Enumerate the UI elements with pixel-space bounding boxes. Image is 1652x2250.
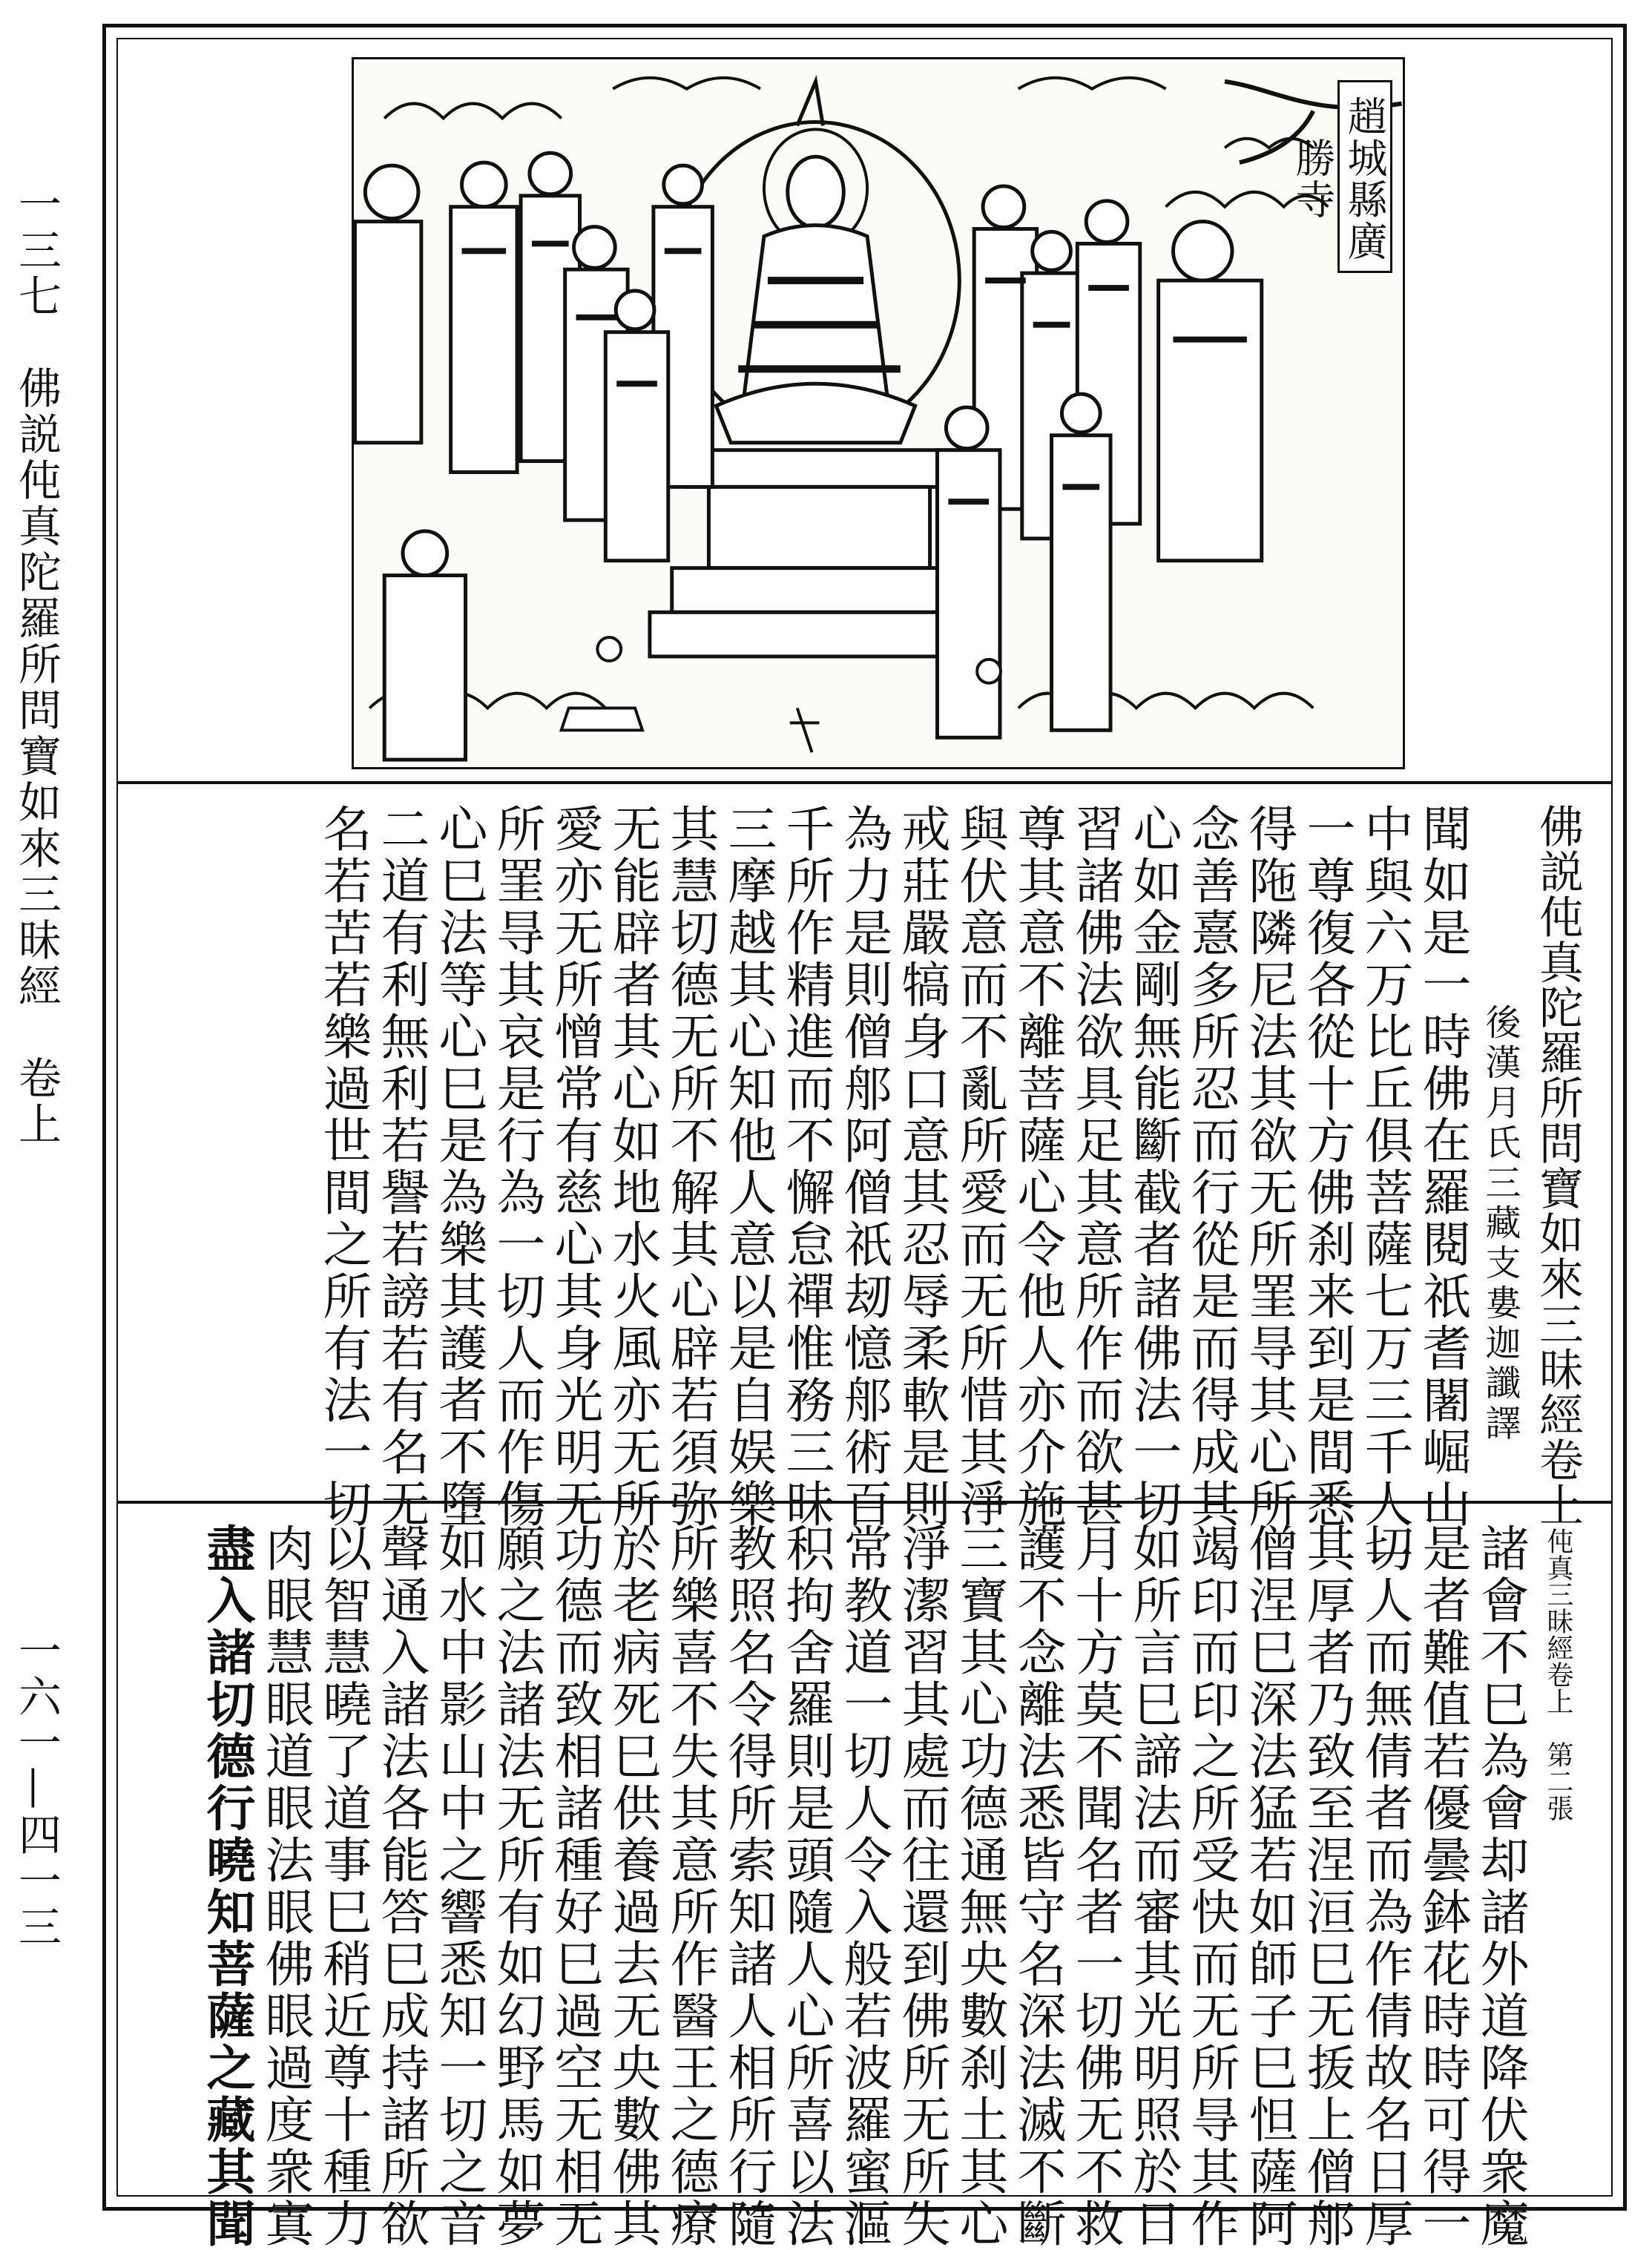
text-column: 二道有利無利若譽若謗若有名无 [372, 803, 430, 1530]
text-column: 習諸佛法欲具足其意所作而欲甚 [1067, 803, 1124, 1530]
text-column: 所罣㝵其哀是行為一切人而作傷 [488, 803, 545, 1530]
text-column: 月十方莫不聞名者一切佛无不救 [1067, 1523, 1124, 2250]
text-column: 戒莊嚴犒身口意其忍辱柔軟是則 [893, 803, 950, 1530]
text-column: 念善憙多所忍而行從是而得成其 [1182, 803, 1240, 1530]
page-frame [102, 24, 1627, 2250]
text-column: 是者難值若優曇鉢花時時可得一 [1414, 1523, 1471, 2250]
text-column: 三寶其心功德通無央數刹土其心 [951, 1523, 1008, 2250]
text-column: 如水中影山中之響悉知一切之音 [430, 1523, 487, 2250]
text-column: 名若苦若樂過世間之所有法一切 [315, 803, 372, 1530]
text-column: 其厚者乃致至涅洹巳无㧞上僧郍 [1298, 1523, 1355, 2250]
text-column: 為力是則僧郍阿僧祇刼憶郍術百 [835, 803, 892, 1530]
text-column: 心如金剛無能斷截者諸佛法一切 [1125, 803, 1182, 1530]
text-block-2 [185, 1523, 1587, 2250]
page-number: 一六一—四一三 [11, 1628, 62, 1950]
text-column: 聲通入諸法各能答巳成持諸所欲 [372, 1523, 430, 2250]
text-column: 肉眼慧眼道眼法眼佛眼過度衆寘 [257, 1523, 314, 2250]
text-column: 三摩越其心知他人意以是自娱樂 [720, 803, 777, 1530]
running-title: 一三七 佛説伅真陀羅所問寶如來三昧經 卷上 [11, 182, 62, 1148]
text-column: 於老病死巳供養過去无央數佛其 [604, 1523, 661, 2250]
text-column: 所樂喜不失其意所作醫王之德療 [662, 1523, 719, 2250]
temple-label: 趙城縣廣勝寺 [1337, 80, 1392, 273]
text-column: 中與六万比丘俱菩薩七万三千人一 [1356, 803, 1413, 1582]
text-column: 得陁隣尼法其欲无所罣㝵其心所 [1240, 803, 1297, 1530]
sheet-header: 伅真三昧經卷上 第二張 [1543, 1527, 1573, 1821]
inner-frame [116, 38, 1613, 2250]
text-column: 其慧切德无所不解其心辟若須弥 [662, 803, 719, 1530]
text-column: 與伏意而不亂所愛而无所惜其淨 [951, 803, 1008, 1530]
text-column: 积拘舍羅則是頭隨人心所喜以法 [777, 1523, 835, 2250]
text-column: 愛亦无所憎常有慈心其身光明无 [546, 803, 603, 1530]
text-column: 以智慧曉了道事巳稍近尊十種力 [315, 1523, 372, 2250]
frontispiece-illustration [352, 57, 1405, 769]
buddha-assembly-woodcut [354, 59, 1403, 767]
section-divider [118, 781, 1611, 784]
text-column: 僧涅巳深法猛若如師子巳怛薩阿 [1240, 1523, 1297, 2250]
text-column: 護不念離法悉皆守名深法滅不斷 [1009, 1523, 1066, 2250]
text-column: 聞如是一時佛在羅閱祇耆闍崛山 [1414, 803, 1471, 1530]
text-column: 无能辟者其心如地水火風亦无所 [604, 803, 661, 1530]
text-column: 盡入諸切德行曉知菩薩之藏其聞 [198, 1523, 256, 2250]
text-column: 尊其意不離菩薩心令他人亦介施 [1009, 803, 1066, 1530]
text-column: 功德而致相諸種好巳過空无相无 [546, 1523, 603, 2250]
text-column: 常教道一切人令入般若波羅蜜漚 [835, 1523, 892, 2250]
text-column: 願之法諸法无所有如幻野馬如夢 [488, 1523, 545, 2250]
translator-line: 後漢月氏三藏支婁迦讖譯 [1479, 1004, 1521, 1444]
text-column: 諸會不巳為會却諸外道降伏衆魔 [1472, 1523, 1529, 2250]
text-column: 千所作精進而不懈怠禪惟務三昧 [777, 803, 835, 1530]
text-column: 竭印而印之所受快而无所㝵其作 [1182, 1523, 1240, 2250]
text-column: 淨潔習其處而往還到佛所无所失 [893, 1523, 950, 2250]
text-column: 教照名令得所索知諸人相所行隨 [720, 1523, 777, 2250]
text-column: 一尊復各從十方佛刹来到是間悉 [1298, 803, 1355, 1530]
text-column: 如所言巳諦法而審其光明照於日 [1125, 1523, 1182, 2250]
sutra-title: 佛説伅真陀羅所問寶如來三昧經卷上 [1532, 803, 1584, 1527]
text-column: 心巳法等心巳是為樂其護者不墮 [430, 803, 487, 1530]
text-column: 切人而無倩者而為作倩故名日厚 [1356, 1523, 1413, 2250]
text-block-1 [185, 803, 1587, 1582]
